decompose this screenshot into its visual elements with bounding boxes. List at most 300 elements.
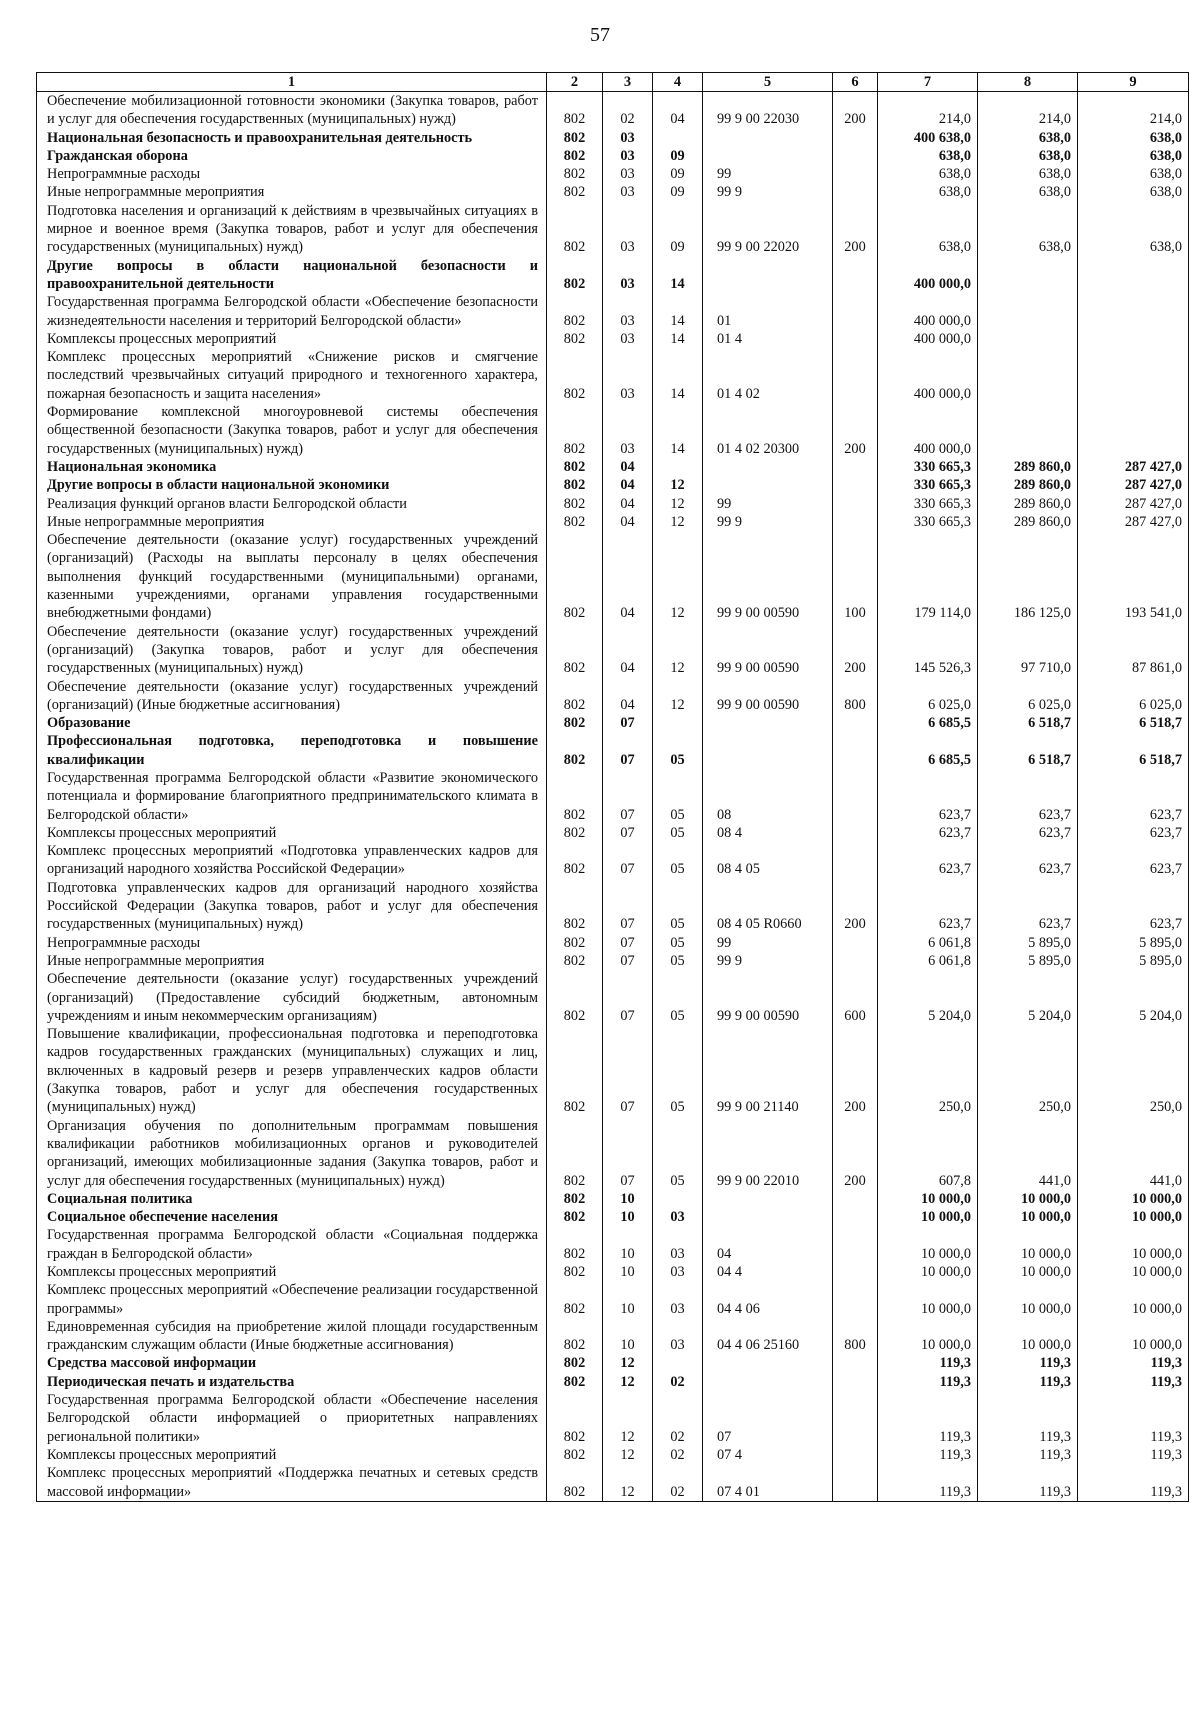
amount-col9-cell: 250,0 [1078, 1025, 1189, 1116]
table-row [37, 1226, 1189, 1263]
ministry-code-cell: 802 [547, 1025, 603, 1116]
table-row [37, 714, 1189, 732]
row-name-cell: Подготовка управленческих кадров для организаций народного хозяйства Российской Федерации (Закупка товаров, работ и услуг для обеспечения государственных (муниципальных) нужд) [37, 879, 547, 934]
amount-col9-cell: 193 541,0 [1078, 531, 1189, 622]
amount-col9-cell: 287 427,0 [1078, 458, 1189, 476]
target-article-cell: 01 4 [703, 330, 833, 348]
amount-col9-cell [1078, 348, 1189, 403]
amount-col7-cell: 10 000,0 [878, 1226, 978, 1263]
row-name-cell: Национальная безопасность и правоохранительная деятельность [37, 129, 547, 147]
row-name-cell: Комплекс процессных мероприятий «Поддержка печатных и сетевых средств массовой информации» [37, 1464, 547, 1501]
amount-col8-cell [978, 257, 1078, 294]
amount-col8-cell: 289 860,0 [978, 458, 1078, 476]
subsection-code-cell: 05 [653, 1025, 703, 1116]
expense-type-cell [833, 934, 878, 952]
target-article-cell: 99 9 00 22020 [703, 202, 833, 257]
ministry-code-cell: 802 [547, 202, 603, 257]
section-code-cell: 03 [603, 403, 653, 458]
amount-col8-cell: 186 125,0 [978, 531, 1078, 622]
amount-col8-cell: 623,7 [978, 824, 1078, 842]
target-article-cell: 99 9 00 22010 [703, 1117, 833, 1190]
amount-col9-cell: 441,0 [1078, 1117, 1189, 1190]
ministry-code-cell: 802 [547, 293, 603, 330]
row-name-cell: Обеспечение мобилизационной готовности экономики (Закупка товаров, работ и услуг для обеспечения государственных (муниципальных) нужд) [37, 92, 547, 129]
amount-col9-cell: 623,7 [1078, 824, 1189, 842]
amount-col7-cell: 330 665,3 [878, 476, 978, 494]
ministry-code-cell: 802 [547, 1391, 603, 1446]
amount-col9-cell: 287 427,0 [1078, 513, 1189, 531]
amount-col7-cell: 400 000,0 [878, 257, 978, 294]
amount-col7-cell: 6 685,5 [878, 732, 978, 769]
amount-col8-cell: 6 025,0 [978, 678, 1078, 715]
target-article-cell: 04 [703, 1226, 833, 1263]
subsection-code-cell: 09 [653, 165, 703, 183]
subsection-code-cell: 05 [653, 1117, 703, 1190]
table-row [37, 934, 1189, 952]
table-row [37, 1464, 1189, 1501]
page-number: 57 [590, 24, 610, 46]
table-row [37, 348, 1189, 403]
table-row [37, 970, 1189, 1025]
target-article-cell: 07 4 01 [703, 1464, 833, 1501]
amount-col7-cell: 145 526,3 [878, 623, 978, 678]
target-article-cell [703, 147, 833, 165]
table-row [37, 1117, 1189, 1190]
expense-type-cell: 200 [833, 879, 878, 934]
subsection-code-cell [653, 129, 703, 147]
ministry-code-cell: 802 [547, 842, 603, 879]
section-code-cell: 10 [603, 1281, 653, 1318]
ministry-code-cell: 802 [547, 403, 603, 458]
row-name-cell: Профессиональная подготовка, переподготовка и повышение квалификации [37, 732, 547, 769]
subsection-code-cell: 14 [653, 293, 703, 330]
table-row [37, 403, 1189, 458]
subsection-code-cell: 04 [653, 92, 703, 129]
amount-col7-cell: 330 665,3 [878, 513, 978, 531]
expense-type-cell [833, 257, 878, 294]
subsection-code-cell [653, 714, 703, 732]
expense-type-cell [833, 293, 878, 330]
expense-type-cell [833, 476, 878, 494]
ministry-code-cell: 802 [547, 952, 603, 970]
subsection-code-cell: 05 [653, 970, 703, 1025]
amount-col7-cell: 623,7 [878, 769, 978, 824]
amount-col8-cell: 623,7 [978, 842, 1078, 879]
ministry-code-cell: 802 [547, 934, 603, 952]
amount-col7-cell: 400 000,0 [878, 403, 978, 458]
amount-col8-cell: 119,3 [978, 1354, 1078, 1372]
amount-col7-cell: 214,0 [878, 92, 978, 129]
row-name-cell: Комплекс процессных мероприятий «Обеспечение реализации государственной программы» [37, 1281, 547, 1318]
section-code-cell: 12 [603, 1391, 653, 1446]
amount-col8-cell: 638,0 [978, 129, 1078, 147]
amount-col9-cell: 214,0 [1078, 92, 1189, 129]
amount-col7-cell: 623,7 [878, 842, 978, 879]
column-header: 7 [878, 73, 978, 92]
column-header: 9 [1078, 73, 1189, 92]
section-code-cell: 10 [603, 1226, 653, 1263]
target-article-cell [703, 1190, 833, 1208]
section-code-cell: 03 [603, 257, 653, 294]
section-code-cell: 07 [603, 824, 653, 842]
ministry-code-cell: 802 [547, 513, 603, 531]
expense-type-cell: 200 [833, 1117, 878, 1190]
ministry-code-cell: 802 [547, 678, 603, 715]
amount-col8-cell: 623,7 [978, 769, 1078, 824]
ministry-code-cell: 802 [547, 495, 603, 513]
expense-type-cell [833, 1354, 878, 1372]
subsection-code-cell [653, 1190, 703, 1208]
section-code-cell: 10 [603, 1208, 653, 1226]
amount-col8-cell: 10 000,0 [978, 1226, 1078, 1263]
ministry-code-cell: 802 [547, 623, 603, 678]
target-article-cell: 08 4 05 R0660 [703, 879, 833, 934]
table-row [37, 129, 1189, 147]
row-name-cell: Иные непрограммные мероприятия [37, 513, 547, 531]
row-name-cell: Комплекс процессных мероприятий «Подготовка управленческих кадров для организаций народного хозяйства Российской Федерации» [37, 842, 547, 879]
subsection-code-cell: 09 [653, 147, 703, 165]
section-code-cell: 03 [603, 348, 653, 403]
section-code-cell: 10 [603, 1318, 653, 1355]
expense-type-cell [833, 1391, 878, 1446]
row-name-cell: Национальная экономика [37, 458, 547, 476]
expense-type-cell: 100 [833, 531, 878, 622]
table-row [37, 202, 1189, 257]
section-code-cell: 02 [603, 92, 653, 129]
column-header: 3 [603, 73, 653, 92]
section-code-cell: 12 [603, 1464, 653, 1501]
amount-col9-cell: 638,0 [1078, 129, 1189, 147]
ministry-code-cell: 802 [547, 531, 603, 622]
amount-col8-cell [978, 330, 1078, 348]
amount-col9-cell: 623,7 [1078, 842, 1189, 879]
amount-col9-cell: 10 000,0 [1078, 1208, 1189, 1226]
amount-col7-cell: 400 000,0 [878, 348, 978, 403]
subsection-code-cell [653, 1354, 703, 1372]
expense-type-cell: 800 [833, 1318, 878, 1355]
amount-col8-cell: 5 204,0 [978, 970, 1078, 1025]
section-code-cell: 07 [603, 934, 653, 952]
ministry-code-cell: 802 [547, 879, 603, 934]
expense-type-cell [833, 1446, 878, 1464]
section-code-cell: 04 [603, 476, 653, 494]
target-article-cell: 99 9 00 00590 [703, 623, 833, 678]
amount-col7-cell: 623,7 [878, 879, 978, 934]
amount-col7-cell: 638,0 [878, 165, 978, 183]
expense-type-cell: 200 [833, 623, 878, 678]
table-row [37, 92, 1189, 129]
subsection-code-cell: 05 [653, 842, 703, 879]
amount-col9-cell: 10 000,0 [1078, 1281, 1189, 1318]
subsection-code-cell: 05 [653, 879, 703, 934]
subsection-code-cell: 14 [653, 403, 703, 458]
amount-col9-cell: 119,3 [1078, 1373, 1189, 1391]
ministry-code-cell: 802 [547, 458, 603, 476]
ministry-code-cell: 802 [547, 769, 603, 824]
target-article-cell [703, 129, 833, 147]
target-article-cell: 07 [703, 1391, 833, 1446]
table-row [37, 1446, 1189, 1464]
row-name-cell: Непрограммные расходы [37, 165, 547, 183]
section-code-cell: 04 [603, 513, 653, 531]
amount-col7-cell: 119,3 [878, 1373, 978, 1391]
section-code-cell: 03 [603, 330, 653, 348]
amount-col8-cell: 10 000,0 [978, 1208, 1078, 1226]
expense-type-cell [833, 1373, 878, 1391]
section-code-cell: 04 [603, 458, 653, 476]
section-code-cell: 07 [603, 879, 653, 934]
table-row [37, 293, 1189, 330]
amount-col7-cell: 330 665,3 [878, 495, 978, 513]
expense-type-cell [833, 952, 878, 970]
expense-type-cell: 200 [833, 1025, 878, 1116]
ministry-code-cell: 802 [547, 714, 603, 732]
row-name-cell: Социальная политика [37, 1190, 547, 1208]
expense-type-cell [833, 183, 878, 201]
amount-col8-cell: 289 860,0 [978, 495, 1078, 513]
target-article-cell: 08 4 05 [703, 842, 833, 879]
target-article-cell: 99 9 00 22030 [703, 92, 833, 129]
amount-col7-cell: 5 204,0 [878, 970, 978, 1025]
column-header: 8 [978, 73, 1078, 92]
amount-col7-cell: 6 685,5 [878, 714, 978, 732]
table-row [37, 1318, 1189, 1355]
row-name-cell: Обеспечение деятельности (оказание услуг) государственных учреждений (организаций) (Иные бюджетные ассигнования) [37, 678, 547, 715]
amount-col7-cell: 607,8 [878, 1117, 978, 1190]
subsection-code-cell: 14 [653, 348, 703, 403]
amount-col9-cell: 623,7 [1078, 769, 1189, 824]
target-article-cell: 99 9 00 00590 [703, 678, 833, 715]
subsection-code-cell: 05 [653, 934, 703, 952]
table-row [37, 330, 1189, 348]
row-name-cell: Комплексы процессных мероприятий [37, 1446, 547, 1464]
subsection-code-cell: 14 [653, 330, 703, 348]
amount-col8-cell: 10 000,0 [978, 1281, 1078, 1318]
section-code-cell: 07 [603, 1025, 653, 1116]
table-row [37, 1373, 1189, 1391]
section-code-cell: 03 [603, 147, 653, 165]
amount-col7-cell: 10 000,0 [878, 1190, 978, 1208]
section-code-cell: 10 [603, 1263, 653, 1281]
column-header: 1 [37, 73, 547, 92]
row-name-cell: Государственная программа Белгородской области «Обеспечение населения Белгородской области информацией о приоритетных направлениях региональной политики» [37, 1391, 547, 1446]
amount-col9-cell: 87 861,0 [1078, 623, 1189, 678]
expense-type-cell: 200 [833, 92, 878, 129]
ministry-code-cell: 802 [547, 165, 603, 183]
target-article-cell: 01 4 02 20300 [703, 403, 833, 458]
amount-col7-cell: 400 638,0 [878, 129, 978, 147]
target-article-cell: 04 4 [703, 1263, 833, 1281]
target-article-cell [703, 714, 833, 732]
amount-col9-cell: 638,0 [1078, 183, 1189, 201]
target-article-cell: 99 9 [703, 952, 833, 970]
amount-col9-cell [1078, 403, 1189, 458]
amount-col7-cell: 330 665,3 [878, 458, 978, 476]
section-code-cell: 07 [603, 1117, 653, 1190]
amount-col8-cell: 441,0 [978, 1117, 1078, 1190]
expense-type-cell [833, 1226, 878, 1263]
table-row [37, 458, 1189, 476]
ministry-code-cell: 802 [547, 824, 603, 842]
ministry-code-cell: 802 [547, 1446, 603, 1464]
amount-col9-cell: 638,0 [1078, 165, 1189, 183]
amount-col8-cell: 5 895,0 [978, 934, 1078, 952]
row-name-cell: Реализация функций органов власти Белгородской области [37, 495, 547, 513]
section-code-cell: 12 [603, 1373, 653, 1391]
row-name-cell: Организация обучения по дополнительным программам повышения квалификации работников мобилизационных органов и руководителей организаций, имеющих мобилизационные задания (Закупка товаров, работ и услуг для обеспечения государственных (муниципальных) нужд) [37, 1117, 547, 1190]
header-row [37, 73, 1189, 92]
amount-col8-cell: 250,0 [978, 1025, 1078, 1116]
amount-col9-cell: 6 518,7 [1078, 732, 1189, 769]
amount-col8-cell [978, 403, 1078, 458]
row-name-cell: Иные непрограммные мероприятия [37, 183, 547, 201]
subsection-code-cell [653, 458, 703, 476]
amount-col7-cell: 119,3 [878, 1354, 978, 1372]
table-row [37, 879, 1189, 934]
section-code-cell: 07 [603, 732, 653, 769]
amount-col8-cell: 638,0 [978, 165, 1078, 183]
expense-type-cell: 600 [833, 970, 878, 1025]
row-name-cell: Обеспечение деятельности (оказание услуг) государственных учреждений (организаций) (Расходы на выплаты персоналу в целях обеспечения выполнения функций государственными (муниципальными) органами, казенными учреждениями, органами управления государственными внебюджетными фондами) [37, 531, 547, 622]
section-code-cell: 03 [603, 129, 653, 147]
row-name-cell: Иные непрограммные мероприятия [37, 952, 547, 970]
amount-col7-cell: 10 000,0 [878, 1263, 978, 1281]
section-code-cell: 03 [603, 202, 653, 257]
amount-col9-cell: 119,3 [1078, 1464, 1189, 1501]
amount-col8-cell: 623,7 [978, 879, 1078, 934]
amount-col9-cell [1078, 330, 1189, 348]
row-name-cell: Средства массовой информации [37, 1354, 547, 1372]
section-code-cell: 04 [603, 623, 653, 678]
expense-type-cell [833, 1190, 878, 1208]
expense-type-cell [833, 714, 878, 732]
amount-col8-cell [978, 293, 1078, 330]
subsection-code-cell: 03 [653, 1208, 703, 1226]
subsection-code-cell: 02 [653, 1446, 703, 1464]
ministry-code-cell: 802 [547, 476, 603, 494]
amount-col7-cell: 623,7 [878, 824, 978, 842]
amount-col9-cell: 10 000,0 [1078, 1226, 1189, 1263]
table-row [37, 476, 1189, 494]
table-row [37, 257, 1189, 294]
ministry-code-cell: 802 [547, 1263, 603, 1281]
subsection-code-cell: 12 [653, 495, 703, 513]
row-name-cell: Социальное обеспечение населения [37, 1208, 547, 1226]
row-name-cell: Образование [37, 714, 547, 732]
amount-col8-cell: 289 860,0 [978, 476, 1078, 494]
expense-type-cell [833, 1464, 878, 1501]
amount-col9-cell: 623,7 [1078, 879, 1189, 934]
row-name-cell: Государственная программа Белгородской области «Обеспечение безопасности жизнедеятельности населения и территорий Белгородской области» [37, 293, 547, 330]
budget-table [36, 72, 1189, 1502]
expense-type-cell: 800 [833, 678, 878, 715]
ministry-code-cell: 802 [547, 1208, 603, 1226]
amount-col9-cell: 5 895,0 [1078, 934, 1189, 952]
subsection-code-cell: 03 [653, 1281, 703, 1318]
amount-col8-cell: 638,0 [978, 202, 1078, 257]
amount-col8-cell: 5 895,0 [978, 952, 1078, 970]
amount-col8-cell: 10 000,0 [978, 1318, 1078, 1355]
amount-col9-cell: 6 518,7 [1078, 714, 1189, 732]
ministry-code-cell: 802 [547, 348, 603, 403]
column-header: 4 [653, 73, 703, 92]
section-code-cell: 03 [603, 293, 653, 330]
amount-col9-cell: 287 427,0 [1078, 476, 1189, 494]
row-name-cell: Государственная программа Белгородской области «Социальная поддержка граждан в Белгородской области» [37, 1226, 547, 1263]
column-header: 6 [833, 73, 878, 92]
table-row [37, 147, 1189, 165]
amount-col8-cell: 214,0 [978, 92, 1078, 129]
table-row [37, 1025, 1189, 1116]
amount-col7-cell: 6 061,8 [878, 934, 978, 952]
target-article-cell: 99 [703, 495, 833, 513]
ministry-code-cell: 802 [547, 1117, 603, 1190]
amount-col8-cell: 10 000,0 [978, 1190, 1078, 1208]
ministry-code-cell: 802 [547, 330, 603, 348]
target-article-cell [703, 732, 833, 769]
amount-col8-cell: 97 710,0 [978, 623, 1078, 678]
table-row [37, 1281, 1189, 1318]
amount-col8-cell [978, 348, 1078, 403]
ministry-code-cell: 802 [547, 1373, 603, 1391]
amount-col9-cell: 10 000,0 [1078, 1318, 1189, 1355]
table-row [37, 1263, 1189, 1281]
amount-col8-cell: 119,3 [978, 1464, 1078, 1501]
expense-type-cell [833, 330, 878, 348]
table-row [37, 732, 1189, 769]
expense-type-cell [833, 495, 878, 513]
table-row [37, 678, 1189, 715]
subsection-code-cell: 12 [653, 623, 703, 678]
target-article-cell: 01 4 02 [703, 348, 833, 403]
expense-type-cell [833, 458, 878, 476]
ministry-code-cell: 802 [547, 732, 603, 769]
subsection-code-cell: 02 [653, 1373, 703, 1391]
amount-col9-cell: 119,3 [1078, 1446, 1189, 1464]
amount-col9-cell: 638,0 [1078, 147, 1189, 165]
target-article-cell: 08 [703, 769, 833, 824]
subsection-code-cell: 12 [653, 678, 703, 715]
amount-col8-cell: 10 000,0 [978, 1263, 1078, 1281]
amount-col9-cell: 119,3 [1078, 1391, 1189, 1446]
section-code-cell: 04 [603, 678, 653, 715]
target-article-cell: 99 [703, 165, 833, 183]
table-row [37, 952, 1189, 970]
amount-col9-cell: 6 025,0 [1078, 678, 1189, 715]
table-row [37, 165, 1189, 183]
target-article-cell [703, 458, 833, 476]
expense-type-cell: 200 [833, 202, 878, 257]
target-article-cell: 99 9 [703, 513, 833, 531]
amount-col7-cell: 6 061,8 [878, 952, 978, 970]
subsection-code-cell: 05 [653, 824, 703, 842]
row-name-cell: Непрограммные расходы [37, 934, 547, 952]
row-name-cell: Другие вопросы в области национальной безопасности и правоохранительной деятельности [37, 257, 547, 294]
section-code-cell: 12 [603, 1354, 653, 1372]
ministry-code-cell: 802 [547, 147, 603, 165]
row-name-cell: Комплексы процессных мероприятий [37, 1263, 547, 1281]
row-name-cell: Комплексы процессных мероприятий [37, 824, 547, 842]
amount-col9-cell [1078, 257, 1189, 294]
column-header: 2 [547, 73, 603, 92]
target-article-cell: 07 4 [703, 1446, 833, 1464]
section-code-cell: 10 [603, 1190, 653, 1208]
ministry-code-cell: 802 [547, 1354, 603, 1372]
amount-col7-cell: 10 000,0 [878, 1281, 978, 1318]
amount-col9-cell: 119,3 [1078, 1354, 1189, 1372]
ministry-code-cell: 802 [547, 257, 603, 294]
target-article-cell: 99 9 00 00590 [703, 970, 833, 1025]
